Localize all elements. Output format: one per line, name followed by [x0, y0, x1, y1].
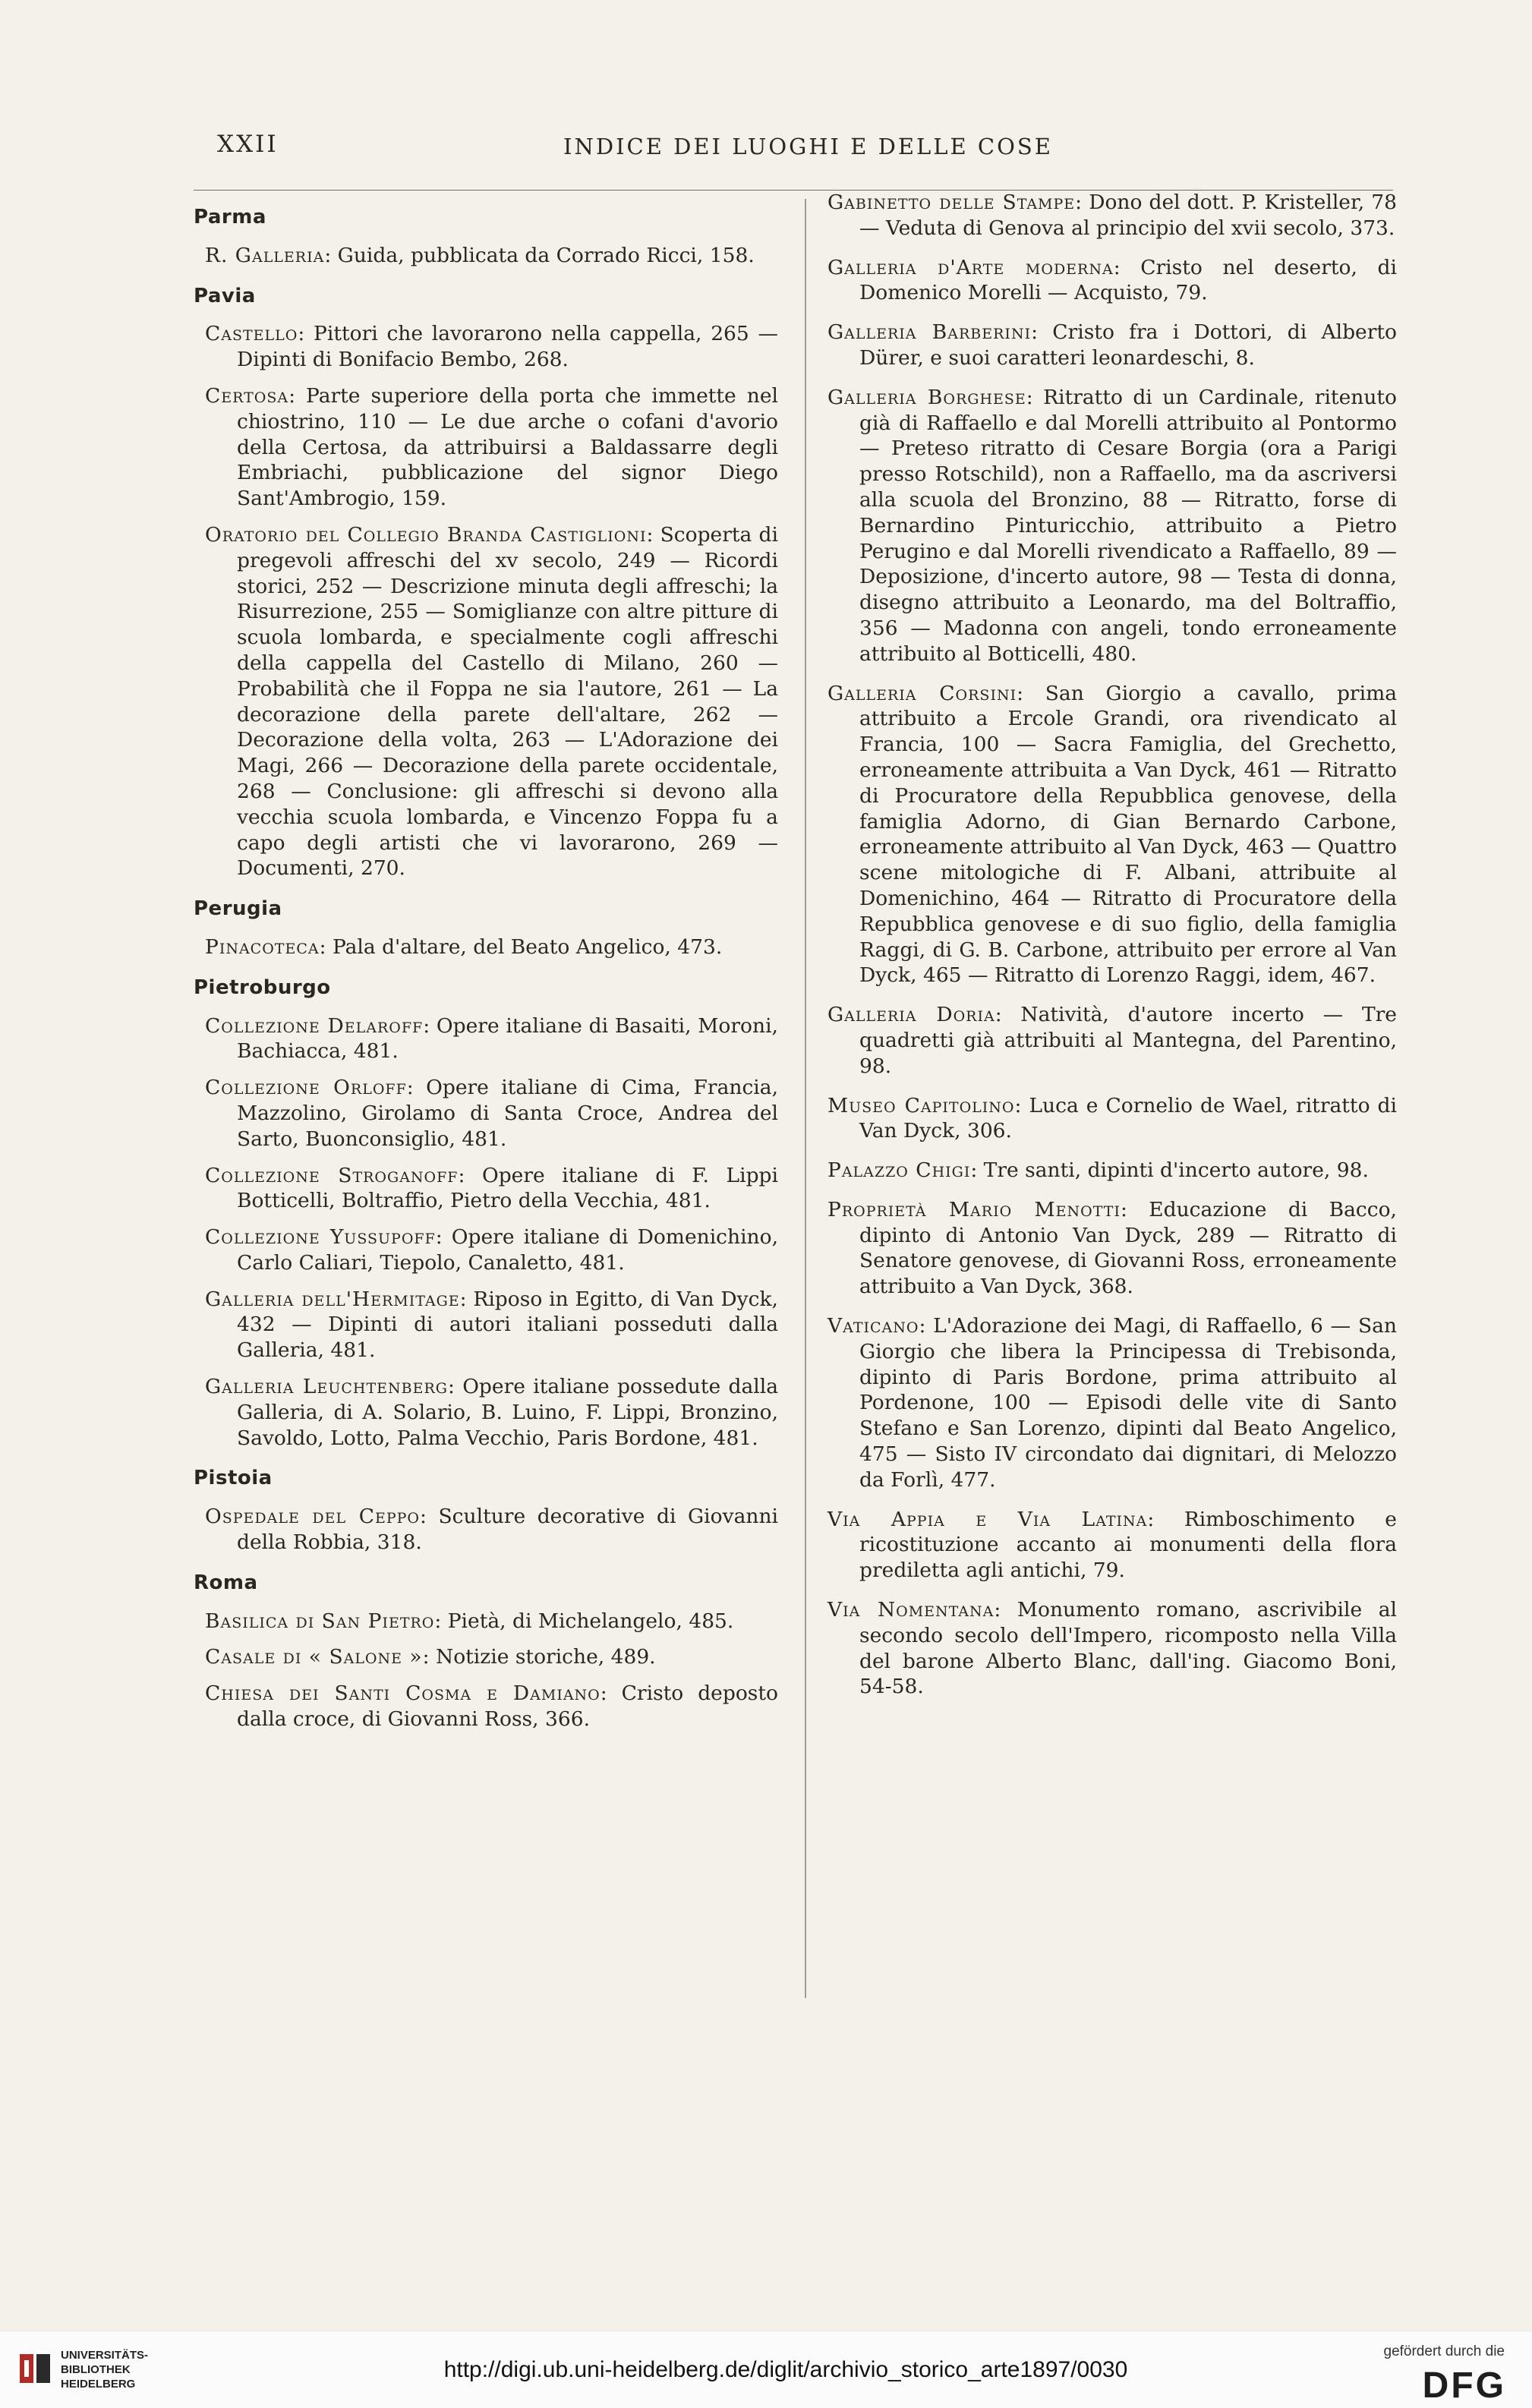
entry-text: : Cristo nel deserto, di Domenico Morelli — Acquisto, 79.: [859, 255, 1397, 305]
index-entry: [194, 1224, 778, 1276]
entry-place: Castello: [205, 322, 298, 346]
index-entry: [827, 1158, 1397, 1184]
entry-place: Museo Capitolino: [827, 1093, 1015, 1117]
index-entry: [827, 190, 1397, 241]
index-entry: [194, 1163, 778, 1215]
right-column: [827, 190, 1397, 1713]
entry-text: : Luca e Cornelio de Wael, ritratto di Van Dyck, 306.: [859, 1093, 1397, 1143]
index-entry: [194, 1013, 778, 1065]
entry-text: : Opere italiane di Domenichino, Carlo Caliari, Tiepolo, Canaletto, 481.: [237, 1225, 778, 1275]
entry-text: : Cristo deposto dalla croce, di Giovanni Ross, 366.: [237, 1682, 778, 1732]
entry-text: : Cristo fra i Dottori, di Alberto Dürer, e suoi caratteri leonardeschi, 8.: [859, 320, 1397, 370]
entry-place: Palazzo Chigi: [827, 1158, 971, 1183]
entry-place: R. Galleria: [205, 243, 325, 267]
left-column: [194, 190, 778, 1743]
index-entry: [194, 522, 778, 881]
index-entry: [194, 1644, 778, 1670]
index-entry: [827, 385, 1397, 667]
entry-text: : Educazione di Bacco, dipinto di Antonio Van Dyck, 289 — Ritratto di Senatore genovese, di Giovanni Ross, erroneamente attribuito a Van Dyck, 368.: [859, 1197, 1397, 1299]
university-library-logo-text: UNIVERSITÄTS- BIBLIOTHEK HEIDELBERG: [61, 2349, 149, 2391]
entry-text: : Rimboschimento e ricostituzione accanto ai monumenti della flora prediletta agli antichi, 79.: [859, 1507, 1397, 1583]
entry-place: Via Appia e Via Latina: [827, 1507, 1148, 1531]
entry-text: : Monumento romano, ascrivibile al secondo secolo dell'Impero, ricomposto nella Villa del barone Alberto Blanc, dall'ing. Giacomo Boni, 54-58.: [859, 1598, 1397, 1699]
index-entry: [194, 1609, 778, 1634]
index-entry: [194, 1374, 778, 1451]
entry-place: Collezione Yussupoff: [205, 1225, 436, 1250]
entry-place: Galleria Borghese: [827, 385, 1026, 409]
entry-text: : Riposo in Egitto, di Van Dyck, 432 — Dipinti di autori italiani posseduti dalla Galleria, 481.: [237, 1287, 778, 1363]
city-heading: Parma: [194, 206, 266, 229]
entry-place: Vaticano: [827, 1314, 919, 1338]
entry-text: : Dono del dott. P. Kristeller, 78 — Veduta di Genova al principio del xvii secolo, 373.: [859, 191, 1397, 240]
entry-place: Collezione Orloff: [205, 1076, 407, 1100]
entry-place: Galleria Leuchtenberg: [205, 1375, 448, 1399]
entry-text: : Natività, d'autore incerto — Tre quadretti già attribuiti al Mantegna, del Parentino, 98.: [859, 1003, 1397, 1078]
funding-note: gefördert durch die: [1383, 2343, 1505, 2359]
column-divider: [805, 199, 806, 1998]
entry-text: : Scoperta di pregevoli affreschi del xv secolo, 249 — Ricordi storici, 252 — Descrizione minuta degli affreschi; la Risurrezione, 255 — Somiglianze con altre pitture di scuola lombarda, e specialmente cogli affreschi della cappella del Castello di Milano, 260 — Probabilità che il Foppa ne sia l'autore, 261 — La decorazione della parete dell'altare, 262 — Decorazione della volta, 263 — L'Adorazione dei Magi, 266 — Decorazione della parete occidentale, 268 — Conclusione: gli affreschi si devono alla vecchia scuola lombarda, e Vincenzo Foppa fu a capo degli artisti che vi lavorarono, 269 — Documenti, 270.: [237, 522, 778, 881]
index-entry: [827, 1507, 1397, 1584]
permalink[interactable]: http://digi.ub.uni-heidelberg.de/diglit/archivio_storico_arte1897/0030: [443, 2357, 1128, 2382]
entry-text: : Sculture decorative di Giovanni della Robbia, 318.: [237, 1505, 778, 1555]
city-heading: Perugia: [194, 897, 282, 921]
entry-place: Galleria Doria: [827, 1003, 995, 1027]
entry-place: Basilica di San Pietro: [205, 1609, 435, 1633]
entry-text: : L'Adorazione dei Magi, di Raffaello, 6 — San Giorgio che libera la Principessa di Trebisonda, dipinto di Paris Bordone, prima attribuito al Pordenone, 100 — Episodi delle vite di Santo Stefano e San Lorenzo, dipinti dal Beato Angelico, 475 — Sisto IV circondato dai dignitari, di Melozzo da Forlì, 477.: [859, 1314, 1397, 1492]
index-entry: [194, 243, 778, 269]
entry-place: Casale di « Salone »: [205, 1645, 423, 1669]
entry-text: : Opere italiane di Basaiti, Moroni, Bachiacca, 481.: [237, 1013, 778, 1064]
index-entry: [194, 1504, 778, 1555]
entry-text: : San Giorgio a cavallo, prima attribuito a Ercole Grandi, ora rivendicato al Francia, 100 — Sacra Famiglia, del Grechetto, erroneamente attribuita a Van Dyck, 461 — Ritratto di Procuratore della Repubblica genovese, della famiglia Adorno, di Gian Bernardo Carbone, erroneamente attribuito al Van Dyck, 463 — Quattro scene mitologiche di F. Albani, attribuite al Domenichino, 464 — Ritratto di Procuratore della Repubblica genovese e di suo figlio, della famiglia Raggi, di G. B. Carbone, attribuito per errore al Van Dyck, 465 — Ritratto di Lorenzo Raggi, idem, 467.: [859, 681, 1397, 988]
index-entry: [827, 1597, 1397, 1700]
entry-text: : Pala d'altare, del Beato Angelico, 473.: [319, 935, 723, 959]
entry-text: : Guida, pubblicata da Corrado Ricci, 158.: [324, 243, 755, 267]
entry-text: : Parte superiore della porta che immette nel chiostrino, 110 — Le due arche o cofani d'avorio della Certosa, da attribuirsi a Baldassarre degli Embriachi, pubblicazione del signor Diego Sant'Ambrogio, 159.: [237, 383, 778, 511]
entry-place: Oratorio del Collegio Branda Castiglioni: [205, 522, 647, 547]
entry-place: Galleria d'Arte moderna: [827, 255, 1114, 279]
page-number: XXII: [217, 131, 279, 158]
entry-text: : Opere italiane possedute dalla Galleria, di A. Solario, B. Luino, F. Lippi, Bronzino, Savoldo, Lotto, Palma Vecchio, Paris Bordone, 481.: [237, 1375, 778, 1450]
city-heading: Roma: [194, 1571, 258, 1594]
city-heading: Pietroburgo: [194, 975, 331, 999]
city-heading: Pavia: [194, 284, 256, 307]
entry-place: Ospedale del Ceppo: [205, 1505, 421, 1529]
dfg-logo: DFG: [1422, 2365, 1506, 2406]
entry-place: Gabinetto delle Stampe: [827, 191, 1076, 214]
index-entry: [827, 681, 1397, 989]
entry-place: Certosa: [205, 383, 289, 408]
index-entry: [194, 1075, 778, 1152]
running-header: [0, 131, 1532, 176]
index-entry: [194, 383, 778, 512]
entry-place: Galleria dell'Hermitage: [205, 1287, 460, 1311]
entry-text: : Notizie storiche, 489.: [422, 1645, 656, 1669]
entry-place: Pinacoteca: [205, 935, 320, 959]
city-heading: Pistoia: [194, 1467, 273, 1490]
university-seal-icon: [17, 2350, 55, 2388]
index-entry: [194, 321, 778, 373]
entry-place: Collezione Delaroff: [205, 1013, 424, 1038]
entry-place: Chiesa dei Santi Cosma e Damiano: [205, 1682, 601, 1706]
entry-text: : Ritratto di un Cardinale, ritenuto già di Raffaello e dal Morelli attribuito al Pontormo — Preteso ritratto di Cesare Borgia (ora a Parigi presso Rotschild), non a Raffaello, ma da ascriversi alla scuola del Bronzino, 88 — Ritratto, forse di Bernardino Pinturicchio, attribuito a Pietro Perugino e dal Morelli rivendicato a Raffaello, 89 — Deposizione, d'incerto autore, 98 — Testa di donna, disegno attribuito a Leonardo, ma del Boltraffio, 356 — Madonna con angeli, tondo erroneamente attribuito al Botticelli, 480.: [859, 385, 1397, 666]
index-entry: [827, 1093, 1397, 1145]
entry-place: Galleria Corsini: [827, 681, 1017, 705]
index-entry: [194, 935, 778, 960]
entry-place: Collezione Stroganoff: [205, 1163, 459, 1187]
entry-place: Proprietà Mario Menotti: [827, 1197, 1121, 1221]
index-entry: [827, 320, 1397, 371]
entry-place: Galleria Barberini: [827, 320, 1032, 345]
index-entry: [194, 1681, 778, 1732]
running-title: INDICE DEI LUOGHI E DELLE COSE: [563, 134, 1053, 159]
entry-text: : Pietà, di Michelangelo, 485.: [434, 1609, 734, 1633]
entry-text: : Opere italiane di Cima, Francia, Mazzolino, Girolamo di Santa Croce, Andrea del Sarto, Buonconsiglio, 481.: [237, 1076, 778, 1151]
entry-place: Via Nomentana: [827, 1598, 995, 1622]
index-entry: [827, 1002, 1397, 1079]
entry-text: : Opere italiane di F. Lippi Botticelli, Boltraffio, Pietro della Vecchia, 481.: [237, 1163, 778, 1213]
index-entry: [194, 1287, 778, 1363]
entry-text: : Tre santi, dipinti d'incerto autore, 98.: [970, 1158, 1369, 1183]
entry-text: : Pittori che lavorarono nella cappella, 265 — Dipinti di Bonifacio Bembo, 268.: [237, 322, 778, 372]
index-entry: [827, 1197, 1397, 1300]
viewer-footer: [0, 2331, 1532, 2408]
index-entry: [827, 255, 1397, 307]
index-entry: [827, 1313, 1397, 1493]
